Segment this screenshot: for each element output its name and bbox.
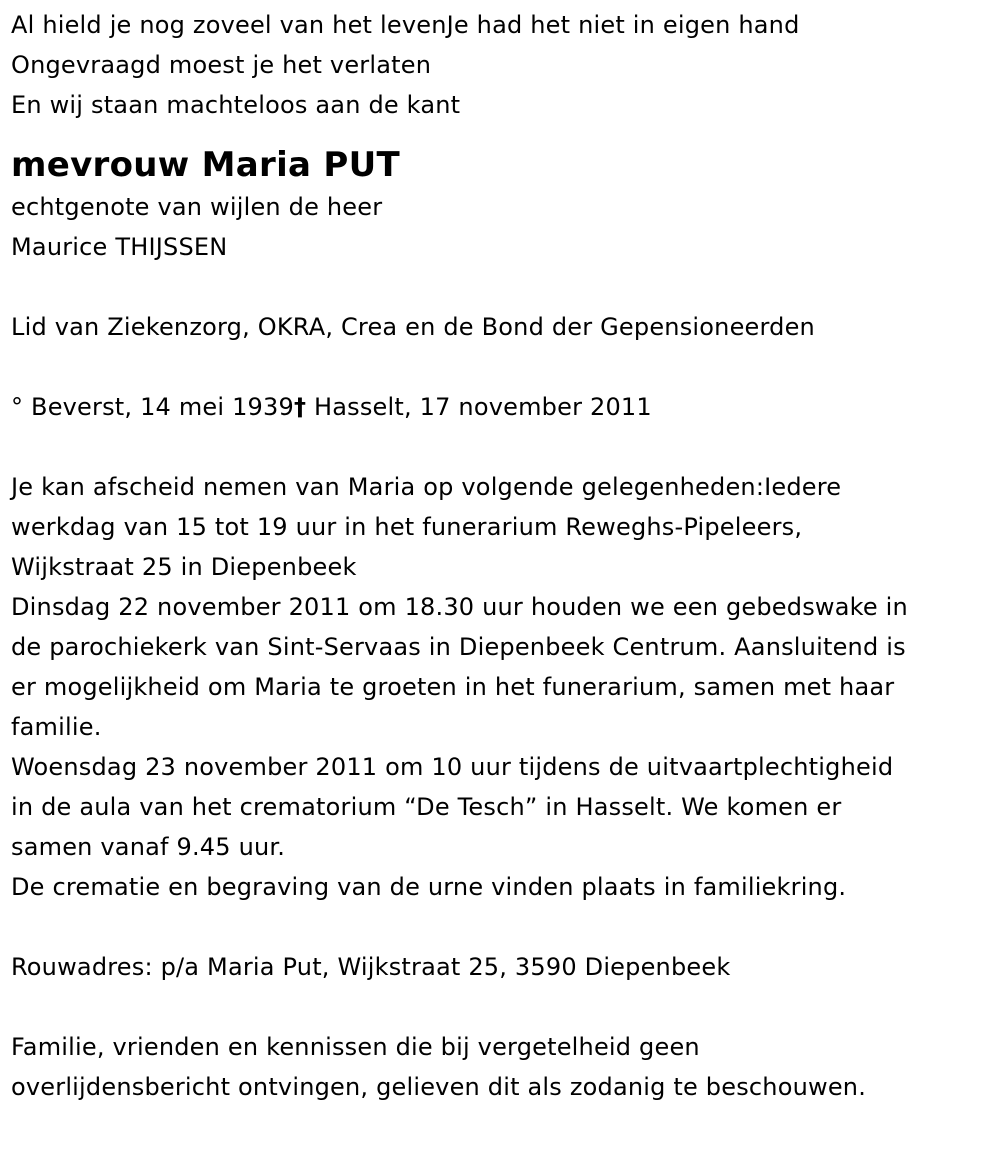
mourning-address: Rouwadres: p/a Maria Put, Wijkstraat 25, 3590 Diepenbeek — [11, 953, 731, 981]
poem-line: En wij staan machteloos aan de kant — [11, 91, 461, 119]
birth-death-dates — [11, 387, 991, 427]
farewell-line: samen vanaf 9.45 uur. — [11, 833, 286, 861]
spacer — [11, 267, 991, 307]
spouse-line: Maurice THIJSSEN — [11, 233, 228, 261]
poem-line: Ongevraagd moest je het verlaten — [11, 51, 432, 79]
farewell-line: Je kan afscheid nemen van Maria op volgende gelegenheden:Iedere — [11, 473, 842, 501]
spacer — [11, 907, 991, 947]
farewell-line: er mogelijkheid om Maria te groeten in het funerarium, samen met haar — [11, 673, 895, 701]
cross-icon: † — [293, 393, 307, 421]
farewell-line: Woensdag 23 november 2011 om 10 uur tijdens de uitvaartplechtigheid — [11, 753, 894, 781]
spacer — [11, 347, 991, 387]
closing-note — [11, 1027, 991, 1107]
farewell-line: Wijkstraat 25 in Diepenbeek — [11, 553, 357, 581]
deceased-name: mevrouw Maria PUT — [11, 145, 401, 185]
poem-line: Al hield je nog zoveel van het levenJe had het niet in eigen hand — [11, 11, 800, 39]
farewell-line: werkdag van 15 tot 19 uur in het funerarium Reweghs-Pipeleers, — [11, 513, 803, 541]
spacer — [11, 427, 991, 467]
birth-date: ° Beverst, 14 mei 1939 — [11, 393, 294, 421]
farewell-line: De crematie en begraving van de urne vinden plaats in familiekring. — [11, 873, 847, 901]
death-date: Hasselt, 17 november 2011 — [306, 393, 652, 421]
farewell-line: Dinsdag 22 november 2011 om 18.30 uur houden we een gebedswake in — [11, 593, 908, 621]
spacer — [11, 987, 991, 1027]
membership-text: Lid van Ziekenzorg, OKRA, Crea en de Bond der Gepensioneerden — [11, 313, 815, 341]
spouse-info — [11, 187, 991, 267]
closing-line: Familie, vrienden en kennissen die bij vergetelheid geen — [11, 1033, 700, 1061]
farewell-line: de parochiekerk van Sint-Servaas in Diepenbeek Centrum. Aansluitend is — [11, 633, 906, 661]
closing-line: overlijdensbericht ontvingen, gelieven dit als zodanig te beschouwen. — [11, 1073, 867, 1101]
poem — [11, 5, 991, 125]
farewell-paragraph — [11, 467, 991, 907]
spouse-line: echtgenote van wijlen de heer — [11, 193, 383, 221]
farewell-line: in de aula van het crematorium “De Tesch” in Hasselt. We komen er — [11, 793, 842, 821]
farewell-line: familie. — [11, 713, 102, 741]
obituary-notice — [11, 5, 991, 1107]
